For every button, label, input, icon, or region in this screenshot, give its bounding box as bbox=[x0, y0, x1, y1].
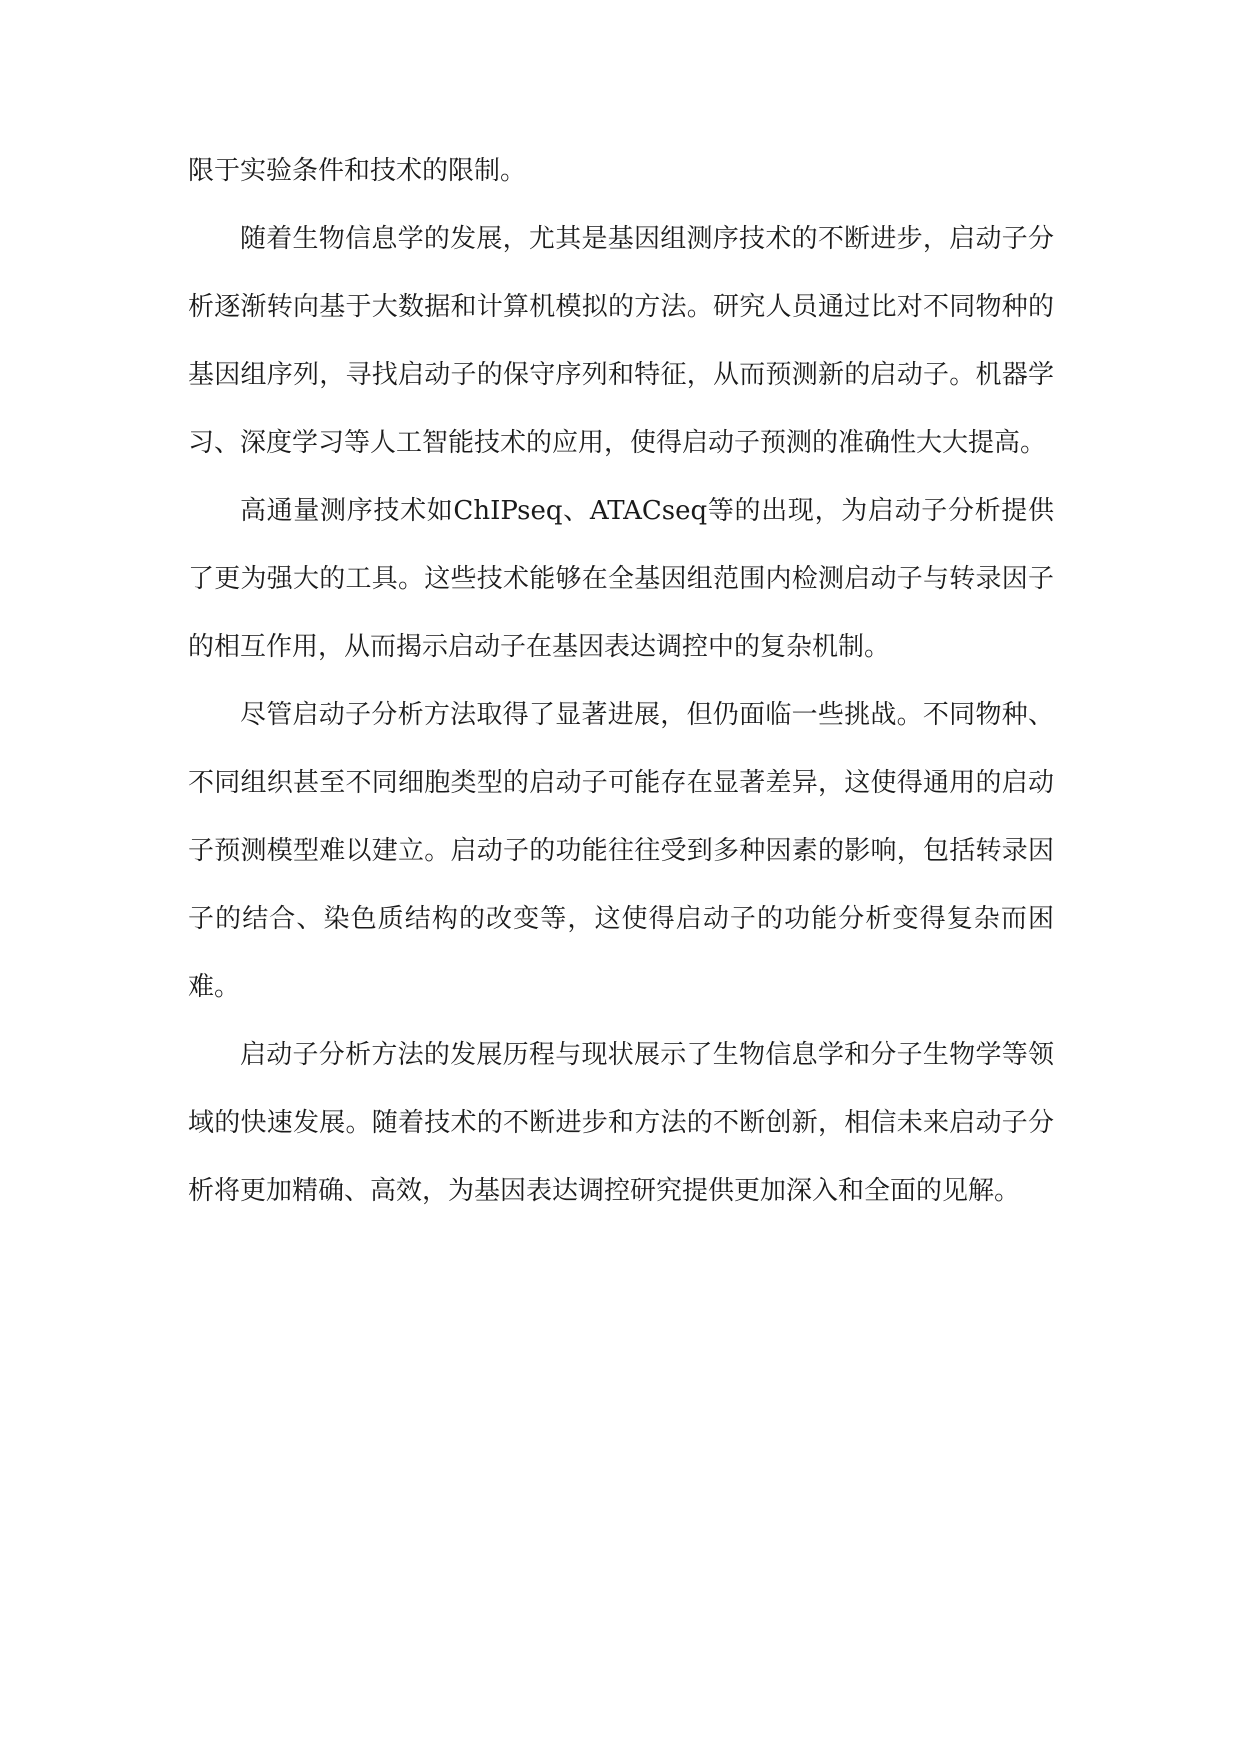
paragraph-bioinformatics-development: 随着生物信息学的发展，尤其是基因组测序技术的不断进步，启动子分析逐渐转向基于大数据和计算机模拟的方法。研究人员通过比对不同物种的基因组序列，寻找启动子的保守序列和特征，从而预测新的启动子。机器学习、深度学习等人工智能技术的应用，使得启动子预测的准确性大大提高。 bbox=[188, 224, 1054, 458]
paragraph-high-throughput-sequencing: 高通量测序技术如ChIPseq、ATACseq等的出现，为启动子分析提供了更为强大的工具。这些技术能够在全基因组范围内检测启动子与转录因子的相互作用，从而揭示启动子在基因表达调控中的复杂机制。 bbox=[188, 496, 1054, 662]
paragraph-conclusion: 启动子分析方法的发展历程与现状展示了生物信息学和分子生物学等领域的快速发展。随着技术的不断进步和方法的不断创新，相信未来启动子分析将更加精确、高效，为基因表达调控研究提供更加深入和全面的见解。 bbox=[188, 1040, 1054, 1206]
paragraph-continuation: 限于实验条件和技术的限制。 bbox=[188, 156, 527, 186]
paragraph-challenges: 尽管启动子分析方法取得了显著进展，但仍面临一些挑战。不同物种、不同组织甚至不同细胞类型的启动子可能存在显著差异，这使得通用的启动子预测模型难以建立。启动子的功能往往受到多种因素的影响，包括转录因子的结合、染色质结构的改变等，这使得启动子的功能分析变得复杂而困难。 bbox=[188, 700, 1054, 1002]
document-body bbox=[188, 137, 1054, 1225]
